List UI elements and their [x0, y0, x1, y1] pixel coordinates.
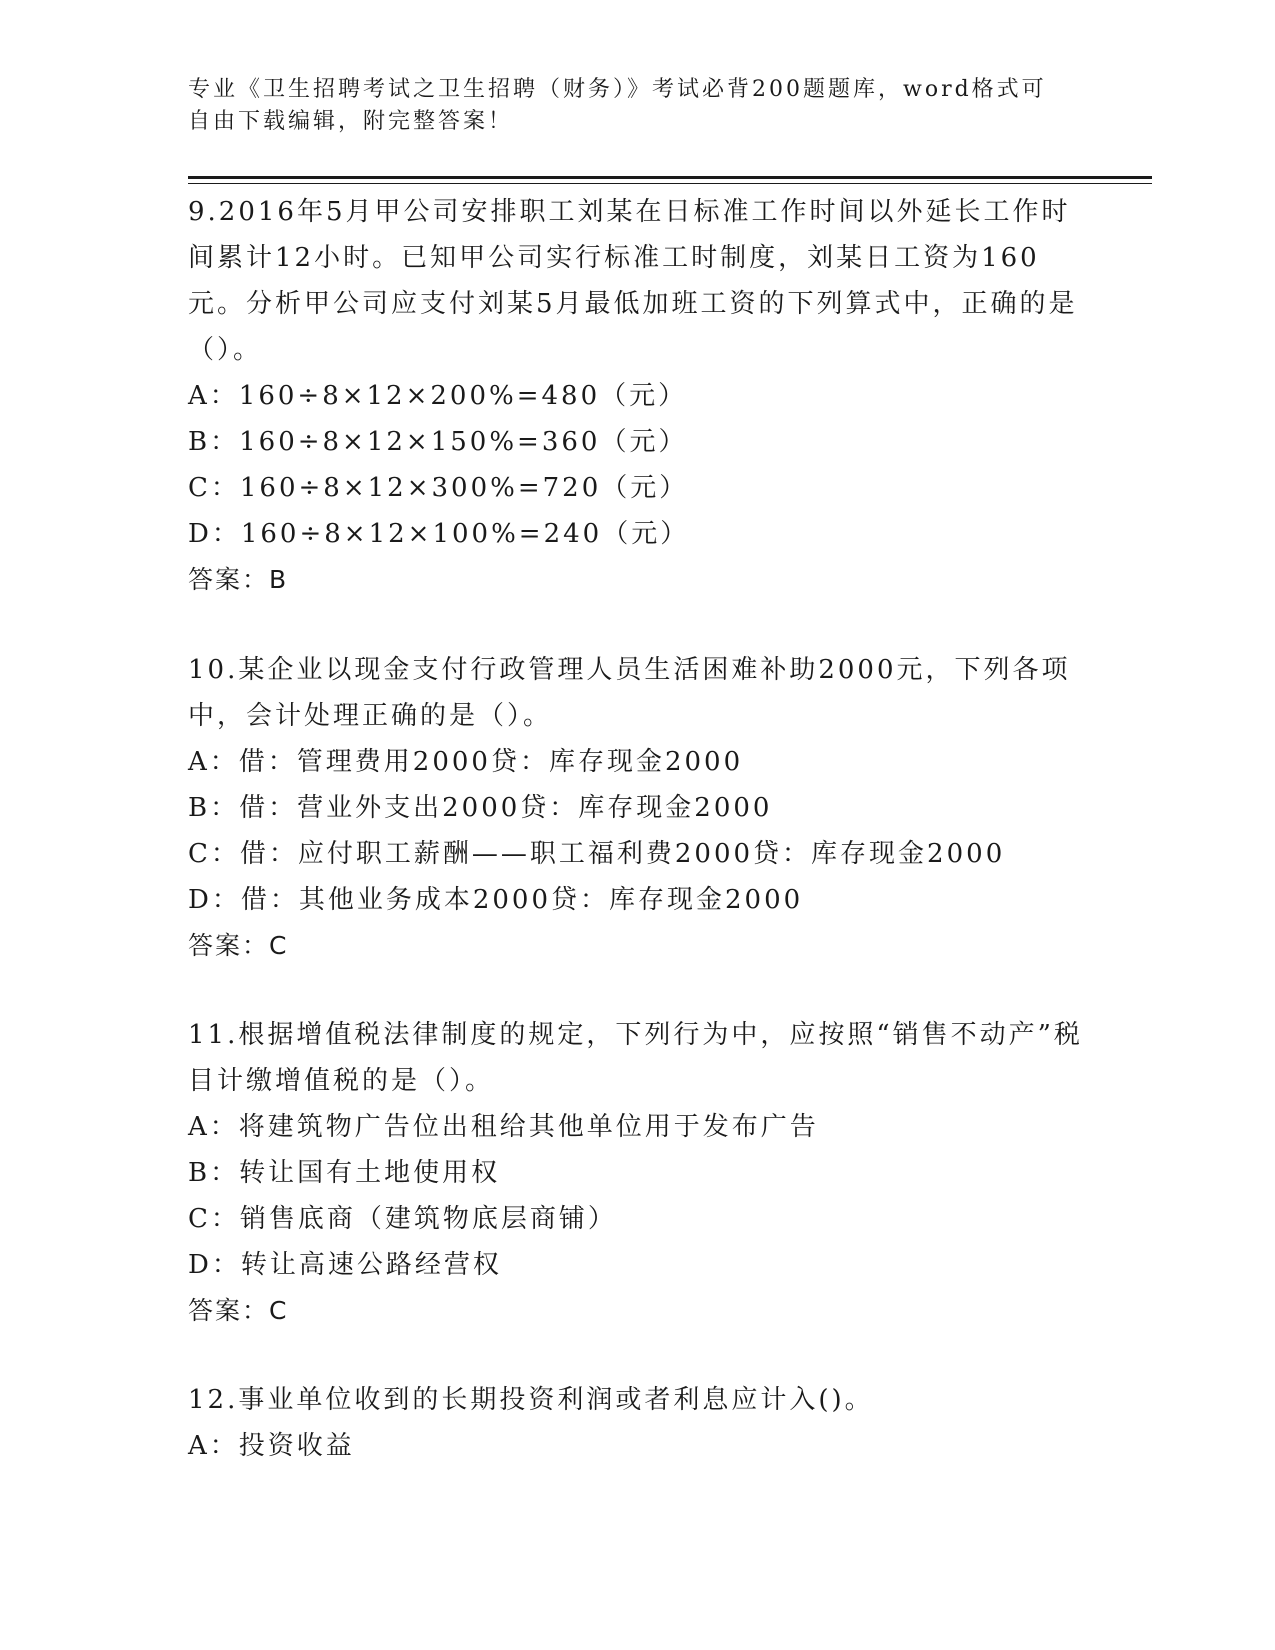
- option-d: D：借：其他业务成本2000贷：库存现金2000: [188, 885, 804, 915]
- option-a: A：借：管理费用2000贷：库存现金2000: [188, 747, 744, 777]
- option-a: A：投资收益: [188, 1431, 355, 1461]
- option-c: C：借：应付职工薪酬——职工福利费2000贷：库存现金2000: [188, 839, 1006, 869]
- option-a: A：将建筑物广告位出租给其他单位用于发布广告: [188, 1112, 819, 1142]
- question-9: [188, 189, 1088, 603]
- answer-label: 答案：C: [188, 1296, 289, 1325]
- option-c: C：160÷8×12×300%=720（元）: [188, 473, 689, 503]
- option-b: B：160÷8×12×150%=360（元）: [188, 427, 688, 457]
- question-11: [188, 1012, 1088, 1334]
- option-d: D：160÷8×12×100%=240（元）: [188, 519, 690, 549]
- question-stem: 10.某企业以现金支付行政管理人员生活困难补助2000元，下列各项中，会计处理正确的是（）。: [188, 655, 1071, 731]
- option-a: A：160÷8×12×200%=480（元）: [188, 381, 688, 411]
- option-c: C：销售底商（建筑物底层商铺）: [188, 1204, 617, 1234]
- question-stem: 11.根据增值税法律制度的规定，下列行为中，应按照“销售不动产”税目计缴增值税的是（）。: [188, 1020, 1083, 1096]
- header-divider-thin: [188, 183, 1152, 184]
- option-b: B：转让国有土地使用权: [188, 1158, 501, 1188]
- option-d: D：转让高速公路经营权: [188, 1250, 502, 1280]
- option-b: B：借：营业外支出2000贷：库存现金2000: [188, 793, 773, 823]
- question-12: [188, 1377, 1088, 1469]
- question-stem: 12.事业单位收到的长期投资利润或者利息应计入()。: [188, 1385, 874, 1415]
- question-stem: 9.2016年5月甲公司安排职工刘某在日标准工作时间以外延长工作时间累计12小时。已知甲公司实行标准工时制度，刘某日工资为160元。分析甲公司应支付刘某5月最低加班工资的下列算式中，正确的是（）。: [188, 197, 1078, 365]
- question-10: [188, 647, 1088, 969]
- answer-label: 答案：C: [188, 931, 289, 960]
- header-divider-thick: [188, 176, 1152, 179]
- document-header: 专业《卫生招聘考试之卫生招聘（财务）》考试必背200题题库，word格式可自由下载编辑，附完整答案！: [188, 77, 1047, 134]
- answer-label: 答案：B: [188, 565, 289, 594]
